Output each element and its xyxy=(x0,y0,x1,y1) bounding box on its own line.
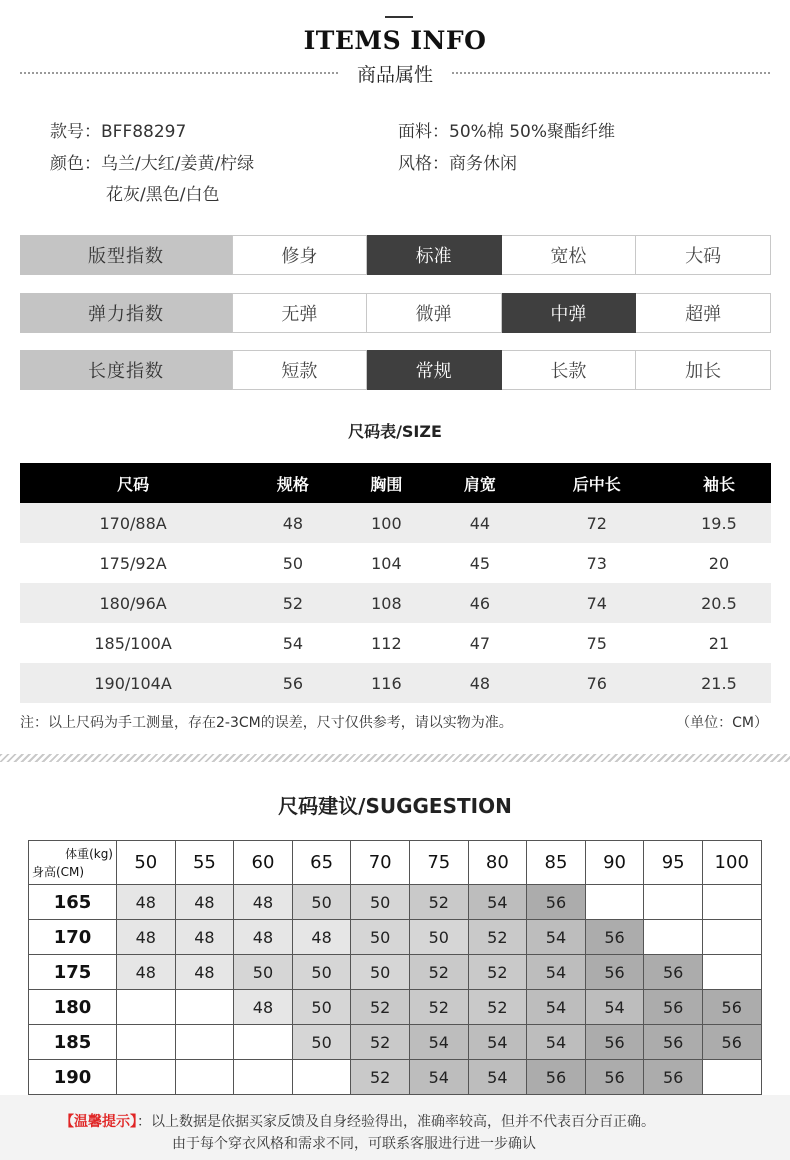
suggested-size-cell: 50 xyxy=(292,1025,351,1060)
suggested-size-cell: 50 xyxy=(409,920,468,955)
suggestion-row xyxy=(29,990,762,1025)
length-option-long: 长款 xyxy=(502,350,637,390)
table-cell: 100 xyxy=(340,503,434,543)
suggested-size-cell: 56 xyxy=(585,1060,644,1095)
table-cell: 45 xyxy=(469,553,491,573)
length-option-extra-long: 加长 xyxy=(636,350,771,390)
table-cell: 180/96A xyxy=(20,583,246,623)
weight-header-cell: 80 xyxy=(468,841,527,885)
attr-color-continued: 花灰/黑色/白色 xyxy=(106,185,220,205)
table-cell: 21 xyxy=(708,633,730,653)
weight-header-cell: 100 xyxy=(702,841,761,885)
table-cell: 50 xyxy=(282,553,304,573)
suggested-size-cell: 56 xyxy=(702,1025,761,1060)
suggested-size-cell: 56 xyxy=(585,920,644,955)
attr-color: 颜色：乌兰/大红/姜黄/柠绿 xyxy=(50,154,255,174)
suggestion-row xyxy=(29,955,762,990)
table-cell: 54 xyxy=(282,633,304,653)
suggested-size-cell: 50 xyxy=(234,955,293,990)
suggested-size-cell xyxy=(234,1025,293,1060)
height-label-cell: 165 xyxy=(29,885,117,920)
suggestion-corner-cell xyxy=(29,841,117,885)
suggested-size-cell: 52 xyxy=(468,990,527,1025)
suggested-size-cell: 54 xyxy=(527,955,586,990)
size-table xyxy=(20,463,771,703)
suggested-size-cell: 56 xyxy=(585,1025,644,1060)
weight-header-cell: 50 xyxy=(117,841,176,885)
size-col-shoulder: 肩宽 xyxy=(433,463,527,503)
suggested-size-cell: 48 xyxy=(117,920,176,955)
suggested-size-cell: 50 xyxy=(351,885,410,920)
suggested-size-cell: 56 xyxy=(644,955,703,990)
suggested-size-cell: 48 xyxy=(175,885,234,920)
suggested-size-cell: 56 xyxy=(702,990,761,1025)
size-table-title: 尺码表/SIZE xyxy=(348,422,442,441)
suggested-size-cell: 52 xyxy=(409,955,468,990)
table-cell: 47 xyxy=(469,633,491,653)
suggested-size-cell: 52 xyxy=(351,1025,410,1060)
table-row xyxy=(20,583,771,623)
suggested-size-cell: 50 xyxy=(292,990,351,1025)
height-label-cell: 180 xyxy=(29,990,117,1025)
suggested-size-cell: 54 xyxy=(527,920,586,955)
suggested-size-cell xyxy=(702,955,761,990)
weight-header-cell: 65 xyxy=(292,841,351,885)
attr-fabric: 面料：50%棉 50%聚酯纤维 xyxy=(398,122,615,142)
fit-option-plus: 大码 xyxy=(636,235,771,275)
page-subtitle: 商品属性 xyxy=(356,64,433,86)
height-label-cell: 190 xyxy=(29,1060,117,1095)
table-row xyxy=(20,663,771,703)
stretch-index-label: 弹力指数 xyxy=(20,293,232,333)
suggested-size-cell: 54 xyxy=(468,1025,527,1060)
suggestion-row xyxy=(29,1025,762,1060)
suggestion-title: 尺码建议/SUGGESTION xyxy=(278,794,512,818)
footer-tip-line2: 由于每个穿衣风格和需求不同，可联系客服进行进一步确认 xyxy=(172,1136,536,1152)
suggested-size-cell: 48 xyxy=(117,955,176,990)
weight-header-cell: 95 xyxy=(644,841,703,885)
size-table-note: 注：以上尺码为手工测量，存在2-3CM的误差，尺寸仅供参考，请以实物为准。 xyxy=(20,715,513,731)
height-label-cell: 185 xyxy=(29,1025,117,1060)
suggested-size-cell: 48 xyxy=(175,955,234,990)
table-cell: 56 xyxy=(246,663,340,703)
suggested-size-cell: 48 xyxy=(117,885,176,920)
suggested-size-cell: 48 xyxy=(234,990,293,1025)
table-cell: 104 xyxy=(371,553,402,573)
suggested-size-cell: 56 xyxy=(585,955,644,990)
table-cell: 73 xyxy=(586,553,607,573)
suggested-size-cell: 50 xyxy=(292,885,351,920)
table-cell: 74 xyxy=(527,583,667,623)
suggested-size-cell: 56 xyxy=(644,990,703,1025)
stretch-option-none: 无弹 xyxy=(232,293,367,333)
suggested-size-cell: 48 xyxy=(234,920,293,955)
size-col-size: 尺码 xyxy=(20,463,246,503)
table-cell: 21.5 xyxy=(667,663,771,703)
table-row xyxy=(20,623,771,663)
height-label-cell: 175 xyxy=(29,955,117,990)
fit-option-loose: 宽松 xyxy=(502,235,637,275)
table-cell: 52 xyxy=(246,583,340,623)
table-cell: 116 xyxy=(340,663,434,703)
suggested-size-cell: 54 xyxy=(409,1060,468,1095)
table-cell: 170/88A xyxy=(20,503,246,543)
suggested-size-cell: 52 xyxy=(409,885,468,920)
table-cell: 48 xyxy=(246,503,340,543)
weight-header-cell: 60 xyxy=(234,841,293,885)
table-cell: 185/100A xyxy=(94,633,172,653)
footer-tip-line1 xyxy=(60,1111,655,1131)
suggested-size-cell: 54 xyxy=(585,990,644,1025)
suggested-size-cell: 54 xyxy=(468,885,527,920)
table-cell: 72 xyxy=(527,503,667,543)
weight-header-cell: 70 xyxy=(351,841,410,885)
table-cell: 20 xyxy=(708,553,730,573)
suggested-size-cell: 52 xyxy=(351,1060,410,1095)
length-index-row xyxy=(20,350,771,390)
page-title: ITEMS INFO xyxy=(303,26,487,55)
suggested-size-cell xyxy=(234,1060,293,1095)
suggestion-table xyxy=(28,840,762,1095)
corner-height-label: 身高(CM) xyxy=(32,865,85,879)
size-col-sleeve: 袖长 xyxy=(667,463,771,503)
footer-tip xyxy=(0,1095,790,1160)
suggested-size-cell: 52 xyxy=(468,955,527,990)
suggested-size-cell: 56 xyxy=(527,1060,586,1095)
footer-tip-text: ：以上数据是依据买家反馈及自身经验得出，准确率较高，但并不代表百分百正确。 xyxy=(137,1114,655,1130)
fit-index-label: 版型指数 xyxy=(20,235,232,275)
fit-index-row xyxy=(20,235,771,275)
suggested-size-cell: 50 xyxy=(351,955,410,990)
suggested-size-cell xyxy=(117,1025,176,1060)
attr-style: 风格：商务休闲 xyxy=(398,154,517,174)
suggested-size-cell xyxy=(175,990,234,1025)
size-table-header xyxy=(20,463,771,503)
suggested-size-cell xyxy=(175,1025,234,1060)
suggested-size-cell xyxy=(702,920,761,955)
size-table-unit: （单位：CM） xyxy=(676,715,768,731)
weight-header-cell: 90 xyxy=(585,841,644,885)
suggestion-weight-header xyxy=(29,841,762,885)
stretch-index-row xyxy=(20,293,771,333)
suggested-size-cell: 54 xyxy=(409,1025,468,1060)
stretch-option-slight: 微弹 xyxy=(367,293,502,333)
suggested-size-cell xyxy=(644,885,703,920)
suggested-size-cell: 56 xyxy=(644,1060,703,1095)
table-cell: 108 xyxy=(340,583,434,623)
suggested-size-cell xyxy=(702,1060,761,1095)
suggested-size-cell xyxy=(117,1060,176,1095)
stretch-option-medium: 中弹 xyxy=(502,293,637,333)
length-option-regular: 常规 xyxy=(367,350,502,390)
suggested-size-cell xyxy=(175,1060,234,1095)
table-cell: 112 xyxy=(371,633,402,653)
corner-weight-label: 体重(kg) xyxy=(65,847,113,861)
fit-option-slim: 修身 xyxy=(232,235,367,275)
length-index-label: 长度指数 xyxy=(20,350,232,390)
table-cell: 48 xyxy=(433,663,527,703)
table-cell: 76 xyxy=(527,663,667,703)
table-cell: 75 xyxy=(586,633,607,653)
suggested-size-cell: 48 xyxy=(234,885,293,920)
suggestion-row xyxy=(29,1060,762,1095)
suggested-size-cell xyxy=(644,920,703,955)
attr-style-no: 款号：BFF88297 xyxy=(50,122,187,142)
weight-header-cell: 85 xyxy=(527,841,586,885)
suggested-size-cell xyxy=(292,1060,351,1095)
table-row xyxy=(20,503,771,543)
suggested-size-cell: 54 xyxy=(527,990,586,1025)
table-cell: 20.5 xyxy=(667,583,771,623)
footer-warn-label: 【温馨提示】 xyxy=(60,1114,137,1130)
suggested-size-cell xyxy=(117,990,176,1025)
table-cell: 175/92A xyxy=(99,553,167,573)
suggested-size-cell: 54 xyxy=(468,1060,527,1095)
suggested-size-cell: 56 xyxy=(644,1025,703,1060)
suggestion-row xyxy=(29,885,762,920)
suggestion-row xyxy=(29,920,762,955)
fit-option-standard: 标准 xyxy=(367,235,502,275)
suggested-size-cell: 48 xyxy=(175,920,234,955)
suggested-size-cell xyxy=(585,885,644,920)
suggested-size-cell: 56 xyxy=(527,885,586,920)
suggested-size-cell: 54 xyxy=(527,1025,586,1060)
suggested-size-cell: 52 xyxy=(468,920,527,955)
size-col-chest: 胸围 xyxy=(340,463,434,503)
size-col-back-length: 后中长 xyxy=(527,463,667,503)
suggested-size-cell: 50 xyxy=(292,955,351,990)
suggested-size-cell: 52 xyxy=(351,990,410,1025)
header-top-line xyxy=(385,16,413,18)
suggested-size-cell: 52 xyxy=(409,990,468,1025)
weight-header-cell: 75 xyxy=(409,841,468,885)
table-cell: 44 xyxy=(433,503,527,543)
length-option-short: 短款 xyxy=(232,350,367,390)
size-col-spec: 规格 xyxy=(246,463,340,503)
table-cell: 190/104A xyxy=(20,663,246,703)
suggested-size-cell xyxy=(702,885,761,920)
table-cell: 19.5 xyxy=(667,503,771,543)
suggested-size-cell: 48 xyxy=(292,920,351,955)
weight-header-cell: 55 xyxy=(175,841,234,885)
table-row xyxy=(20,543,771,583)
stretch-option-super: 超弹 xyxy=(636,293,771,333)
suggested-size-cell: 50 xyxy=(351,920,410,955)
section-divider xyxy=(0,754,790,762)
table-cell: 46 xyxy=(433,583,527,623)
height-label-cell: 170 xyxy=(29,920,117,955)
